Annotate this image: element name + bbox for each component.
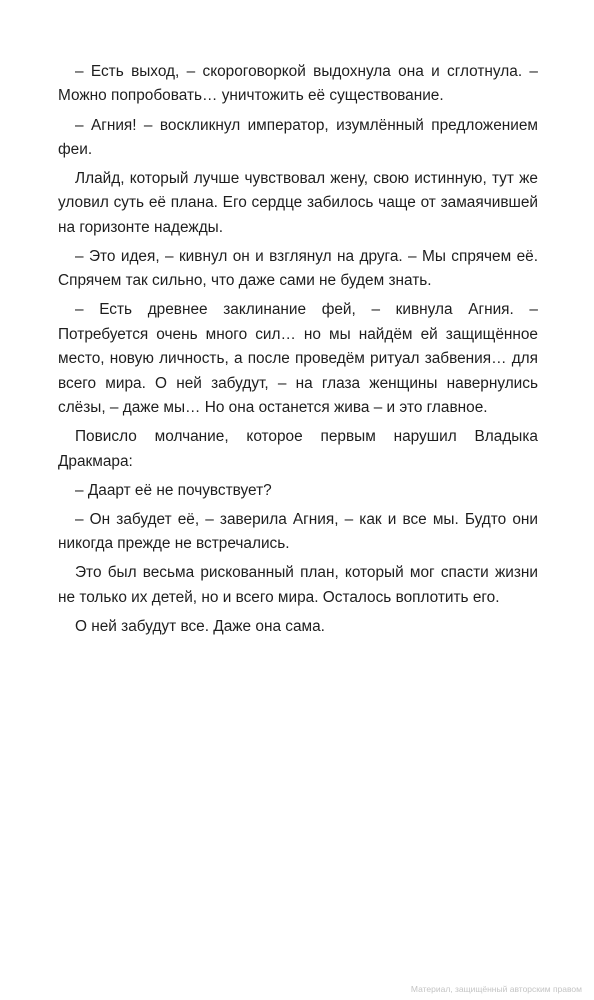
paragraph-2: – Агния! – воскликнул император, изумлённый предложением феи. <box>58 116 538 158</box>
paragraph-6: Повисло молчание, которое первым нарушил Владыка Дракмара: <box>58 428 538 470</box>
page-body <box>58 60 538 644</box>
paragraph-9: Это был весьма рискованный план, который мог спасти жизни не только их детей, но и всего мира. Осталось воплотить его. <box>58 564 538 606</box>
paragraph-7: – Даарт её не почувствует? <box>75 481 272 499</box>
copyright-notice: Материал, защищённый авторским правом <box>410 984 582 994</box>
paragraph-8: – Он забудет её, – заверила Агния, – как и все мы. Будто они никогда прежде не встречались. <box>58 510 538 553</box>
paragraph-5: – Есть древнее заклинание фей, – кивнула Агния. – Потребуется очень много сил… но мы найдём ей защищённое место, новую личность, а после проведём ритуал забвения… для всего мира. О ней забудут, – на глаза женщины навернулись слёзы, – даже мы… Но она останется жива – и это главное. <box>58 301 538 417</box>
paragraph-4: – Это идея, – кивнул он и взглянул на друга. – Мы спрячем её. Спрячем так сильно, что даже сами не будем знать. <box>58 247 538 290</box>
paragraph-1: – Есть выход, – скороговоркой выдохнула она и сглотнула. – Можно попробовать… уничтожить её существование. <box>58 63 538 105</box>
paragraph-3: Ллайд, который лучше чувствовал жену, свою истинную, тут же уловил суть её плана. Его сердце забилось чаще от замаячившей на горизонте надежды. <box>58 170 538 236</box>
paragraph-10: О ней забудут все. Даже она сама. <box>75 617 325 635</box>
